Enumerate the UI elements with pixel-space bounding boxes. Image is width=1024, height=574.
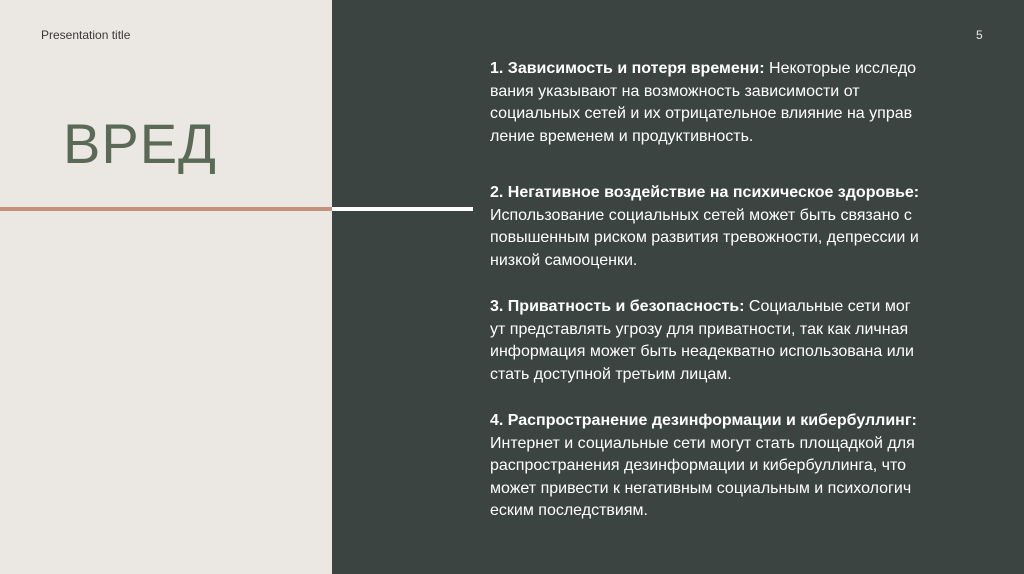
list-item [490, 58, 916, 148]
list-item [490, 410, 917, 523]
item-heading: 3. Приватность и безопасность: [490, 298, 745, 315]
white-divider [332, 207, 473, 211]
item-heading: 2. Негативное воздействие на психическое здоровье: [490, 184, 920, 201]
item-heading: 4. Распространение дезинформации и кибербуллинг: [490, 412, 917, 429]
page-number: 5 [976, 28, 983, 42]
presentation-title: Presentation title [41, 28, 131, 42]
item-text: Социальные сети мог ут представлять угрозу для приватности, так как личная информация может быть неадекватно использована или стать доступной третьим лицам. [490, 298, 914, 383]
item-text: Некоторые исследо вания указывают на возможность зависимости от социальных сетей и их отрицательное влияние на управ ление временем и продуктивность. [490, 60, 917, 145]
list-item [490, 296, 914, 386]
item-text: Использование социальных сетей может быть связано с повышенным риском развития тревожности, депрессии и низкой самооценки. [490, 206, 919, 269]
accent-divider [0, 207, 332, 211]
item-text: Интернет и социальные сети могут стать площадкой для распространения дезинформации и кибербуллинга, что может привести к негативным социальным и психологич еским последствиям. [490, 434, 915, 519]
slide-heading: ВРЕД [63, 112, 217, 175]
item-heading: 1. Зависимость и потеря времени: [490, 60, 765, 77]
left-panel [0, 0, 332, 574]
list-item [490, 182, 919, 272]
